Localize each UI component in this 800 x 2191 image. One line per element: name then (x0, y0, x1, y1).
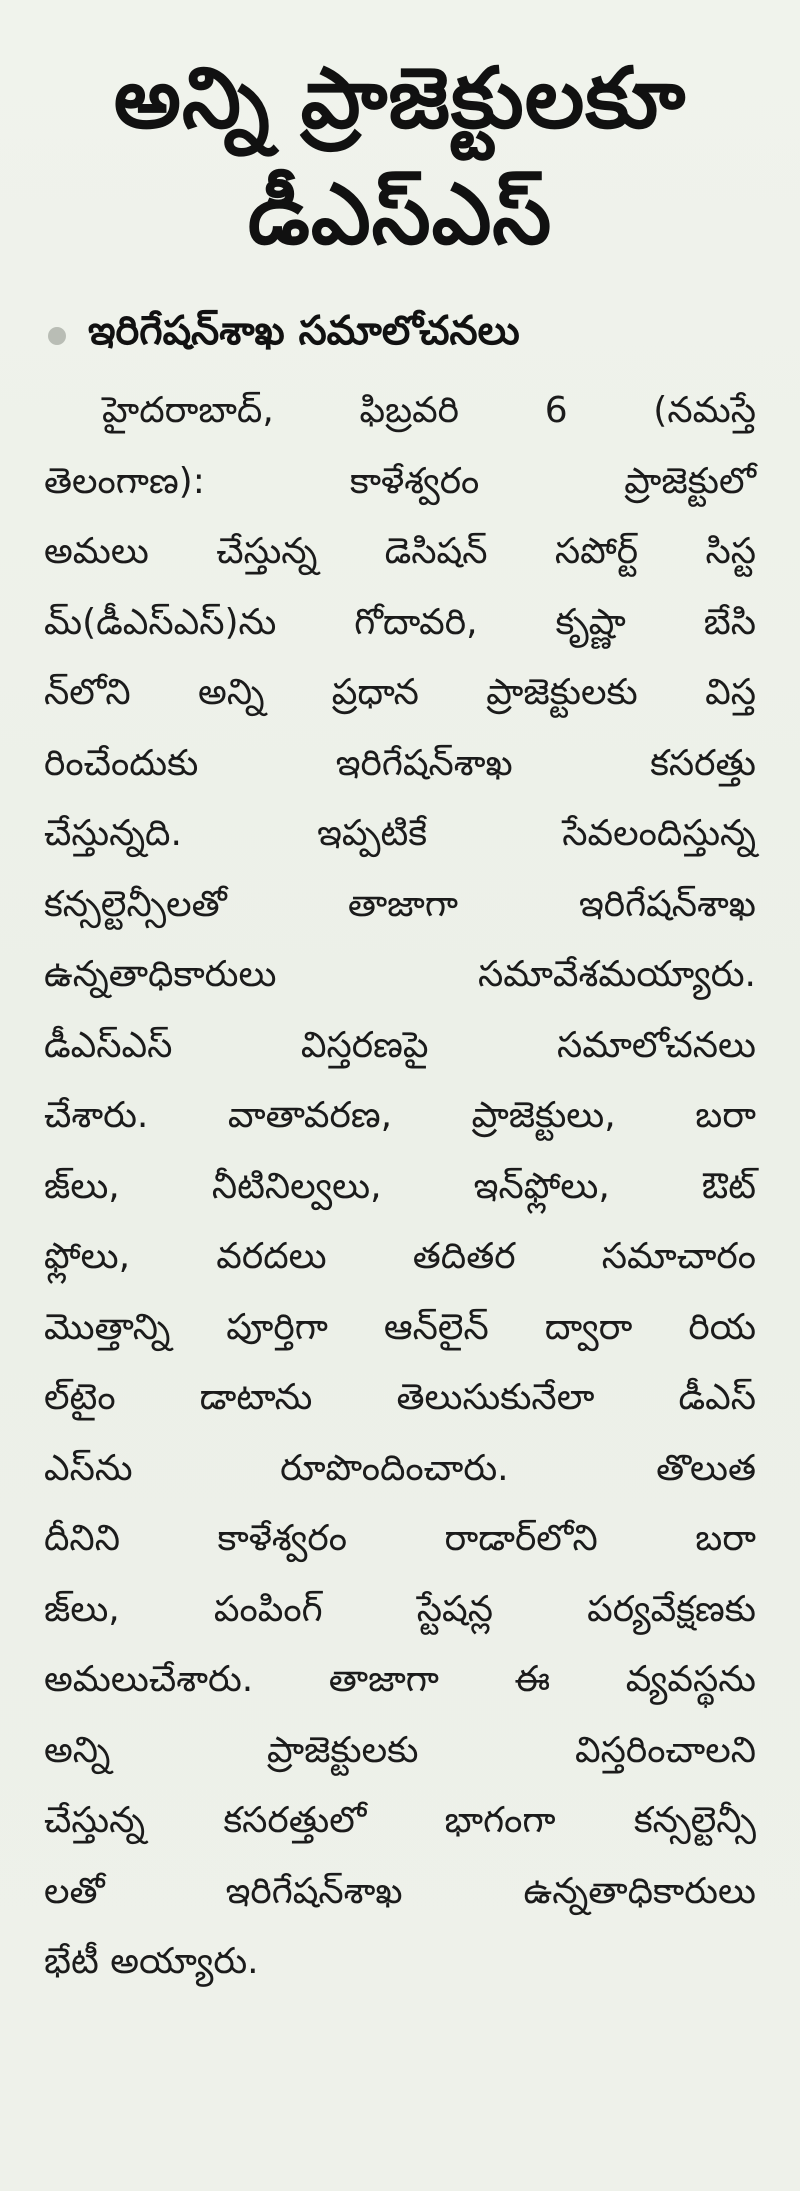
article-line: భేటీ అయ్యారు. (44, 1941, 259, 1982)
article-line: చేస్తున్నది. ఇప్పటికే సేవలందిస్తున్న (44, 813, 756, 854)
article-line: అమలు చేస్తున్న డెసిషన్ సపోర్ట్ సిస్ట (44, 531, 756, 572)
article-line: న్‌లోని అన్ని ప్రధాన ప్రాజెక్టులకు విస్త (44, 672, 756, 713)
article-line: కన్సల్టెన్సీలతో తాజాగా ఇరిగేషన్‌శాఖ (44, 883, 756, 925)
article-line: ఉన్నతాధికారులు సమావేశమయ్యారు. (44, 954, 756, 995)
article-line: రించేందుకు ఇరిగేషన్‌శాఖ కసరత్తు (44, 742, 756, 784)
article-line: జ్‌లు, పంపింగ్ స్టేషన్ల పర్యవేక్షణకు (44, 1588, 756, 1630)
bullet-icon (48, 327, 66, 345)
article-line: జ్‌లు, నీటినిల్వలు, ఇన్‌ఫ్లోలు, ఔట్ (44, 1165, 756, 1207)
headline-line-2: డీఎస్ఎస్ (247, 165, 553, 263)
article-line: అన్ని ప్రాజెక్టులకు విస్తరించాలని (44, 1729, 756, 1771)
article-line: డీఎస్ఎస్ విస్తరణపై సమాలోచనలు (44, 1024, 756, 1066)
subheading-text: ఇరిగేషన్‌శాఖ సమాలోచనలు (88, 308, 520, 354)
article-line: హైదరాబాద్, ఫిబ్రవరి 6 (నమస్తే (102, 390, 756, 431)
article-line: తెలంగాణ): కాళేశ్వరం ప్రాజెక్టులో (44, 460, 756, 502)
headline (44, 40, 756, 272)
article-line: లతో ఇరిగేషన్‌శాఖ ఉన్నతాధికారులు (44, 1870, 756, 1912)
article-line: ల్‌టైం డాటాను తెలుసుకునేలా డీఎస్ (44, 1377, 756, 1418)
article-line: అమలుచేశారు. తాజాగా ఈ వ్యవస్థను (44, 1659, 756, 1700)
article-line: చేస్తున్న కసరత్తులో భాగంగా కన్సల్టెన్సీ (44, 1800, 756, 1841)
article-line: ఎస్‌ను రూపొందించారు. తొలుత (44, 1447, 756, 1489)
article-body (44, 376, 756, 1998)
article-line: చేశారు. వాతావరణ, ప్రాజెక్టులు, బరా (44, 1095, 756, 1136)
article-line: మొత్తాన్ని పూర్తిగా ఆన్‌లైన్ ద్వారా రియ (44, 1306, 756, 1348)
headline-line-1: అన్ని ప్రాజెక్టులకూ (113, 49, 687, 147)
article-line: దీనిని కాళేశ్వరం రాడార్‌లోని బరా (44, 1518, 756, 1559)
article-line: ఫ్లోలు, వరదలు తదితర సమాచారం (44, 1236, 756, 1277)
article-line: మ్(డీఎస్ఎస్)ను గోదావరి, కృష్ణా బేసి (44, 601, 756, 643)
subheading (44, 306, 756, 366)
